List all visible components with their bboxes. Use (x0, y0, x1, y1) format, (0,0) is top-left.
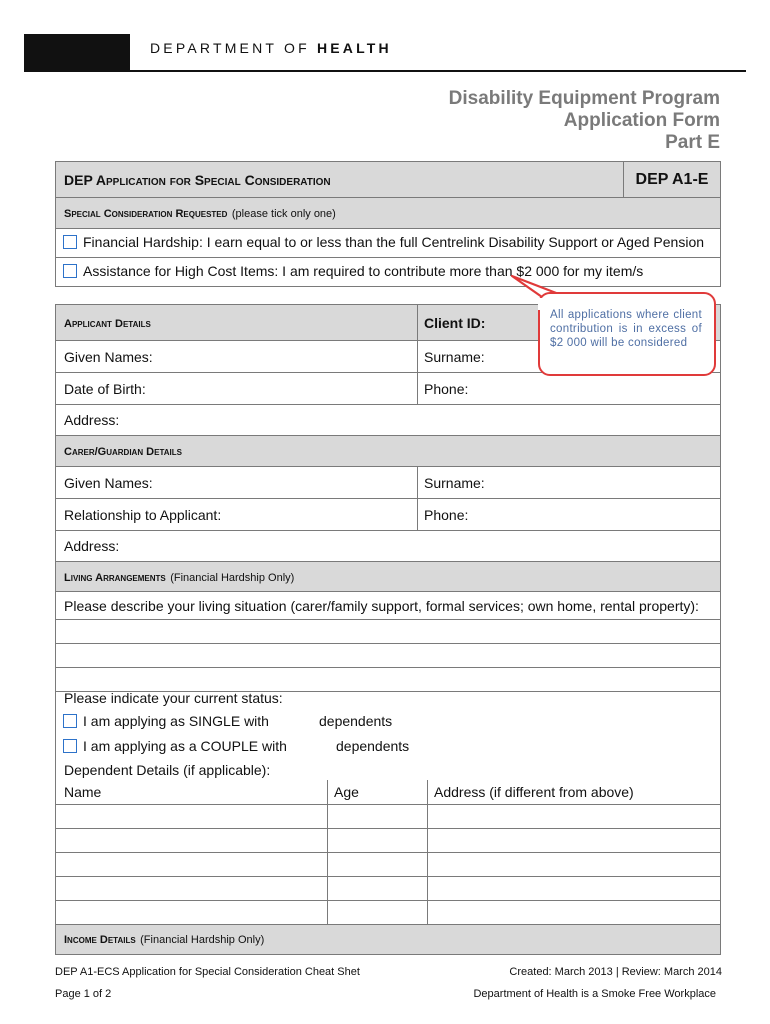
checkbox-couple[interactable] (63, 739, 77, 753)
col-age-header: Age (328, 780, 428, 804)
option2-label: Assistance for High Cost Items: I am required to contribute more than $2 000 for my item/s (83, 263, 644, 279)
applicant-dob-field[interactable]: Date of Birth: (56, 373, 418, 405)
client-id-field[interactable]: Client ID: (418, 305, 721, 341)
dep-row3-age[interactable] (328, 852, 428, 876)
dep-row1-address[interactable] (428, 804, 721, 828)
dep-row4-name[interactable] (56, 876, 328, 900)
callout-text: All applications where client contribution is in excess of $2 000 will be considered (550, 309, 702, 349)
living-line-2[interactable] (56, 644, 721, 668)
dep-row2-name[interactable] (56, 828, 328, 852)
applicant-heading-cell (56, 305, 418, 341)
col-name-header: Name (56, 780, 328, 804)
dep-row2-address[interactable] (428, 828, 721, 852)
dep-row3-name[interactable] (56, 852, 328, 876)
dependent-details-prompt: Dependent Details (if applicable): (64, 762, 271, 778)
form-title (56, 162, 624, 198)
department-name (150, 40, 392, 56)
sc-note: (please tick only one) (231, 208, 336, 220)
special-consideration-table (55, 161, 721, 287)
status-couple-row[interactable] (63, 738, 287, 754)
applicant-given-names-field[interactable]: Given Names: (56, 341, 418, 373)
footer-page-number: Page 1 of 2 (55, 988, 112, 1000)
form-title-text: DEP Application for Special Consideration (64, 171, 331, 188)
income-note: (Financial Hardship Only) (140, 934, 265, 946)
dept-prefix: DEPARTMENT OF (150, 40, 317, 56)
living-heading: Living Arrangements (64, 571, 166, 584)
footer-doc-title: DEP A1-ECS Application for Special Consideration Cheat Shet (55, 966, 360, 978)
income-heading: Income Details (64, 934, 136, 946)
dep-row5-age[interactable] (328, 900, 428, 924)
option-high-cost-items[interactable] (56, 258, 721, 287)
carer-relationship-field[interactable]: Relationship to Applicant: (56, 499, 418, 531)
title-line-1: Disability Equipment Program (448, 88, 720, 109)
dependents-table (55, 780, 721, 955)
sc-heading-row (56, 198, 721, 229)
checkbox-single[interactable] (63, 714, 77, 728)
living-line-1[interactable] (56, 620, 721, 644)
option1-label: Financial Hardship: I earn equal to or less than the full Centrelink Disability Support or Aged Pension (83, 234, 705, 250)
title-line-3: Part E (665, 132, 720, 153)
applicant-phone-field[interactable]: Phone: (418, 373, 721, 405)
income-heading-cell (56, 924, 721, 954)
living-description-prompt: Please describe your living situation (carer/family support, formal services; own home, rental property): (56, 592, 721, 620)
checkbox-high-cost-items[interactable] (63, 264, 77, 278)
applicant-surname-field[interactable]: Surname: (418, 341, 721, 373)
dep-row4-age[interactable] (328, 876, 428, 900)
header-rule (130, 70, 746, 72)
carer-surname-field[interactable]: Surname: (418, 467, 721, 499)
applicant-address-field[interactable]: Address: (56, 405, 721, 436)
couple-dependents-label: dependents (336, 738, 410, 754)
dep-row1-age[interactable] (328, 804, 428, 828)
dep-row5-address[interactable] (428, 900, 721, 924)
title-line-2: Application Form (563, 110, 720, 131)
applicant-heading: Applicant Details (64, 317, 151, 330)
callout-pointer-mask (538, 298, 548, 310)
option-financial-hardship[interactable] (56, 229, 721, 258)
dep-row3-address[interactable] (428, 852, 721, 876)
dept-bold: HEALTH (316, 40, 392, 56)
sc-heading: Special Consideration Requested (64, 208, 228, 220)
status-single-row[interactable] (63, 713, 269, 729)
form-titles (449, 88, 720, 154)
living-note: (Financial Hardship Only) (170, 571, 295, 584)
dep-row1-name[interactable] (56, 804, 328, 828)
header-black-bar (24, 34, 130, 72)
status-prompt: Please indicate your current status: (64, 690, 283, 706)
dep-row4-address[interactable] (428, 876, 721, 900)
form-code: DEP A1-E (624, 162, 721, 198)
single-dependents-label: dependents (319, 713, 393, 729)
carer-heading-cell (56, 436, 721, 467)
col-address-header: Address (if different from above) (428, 780, 721, 804)
carer-given-names-field[interactable]: Given Names: (56, 467, 418, 499)
dep-row2-age[interactable] (328, 828, 428, 852)
living-heading-cell (56, 562, 721, 592)
carer-heading: Carer/Guardian Details (64, 446, 182, 458)
footer-dates: Created: March 2013 | Review: March 2014 (509, 966, 722, 978)
checkbox-financial-hardship[interactable] (63, 235, 77, 249)
footer-smoke-free: Department of Health is a Smoke Free Workplace (473, 988, 716, 1000)
couple-label: I am applying as a COUPLE with (83, 738, 287, 754)
carer-address-field[interactable]: Address: (56, 531, 721, 562)
callout-note (538, 292, 716, 376)
carer-phone-field[interactable]: Phone: (418, 499, 721, 531)
single-label: I am applying as SINGLE with (83, 713, 269, 729)
status-block (55, 684, 721, 782)
dep-row5-name[interactable] (56, 900, 328, 924)
